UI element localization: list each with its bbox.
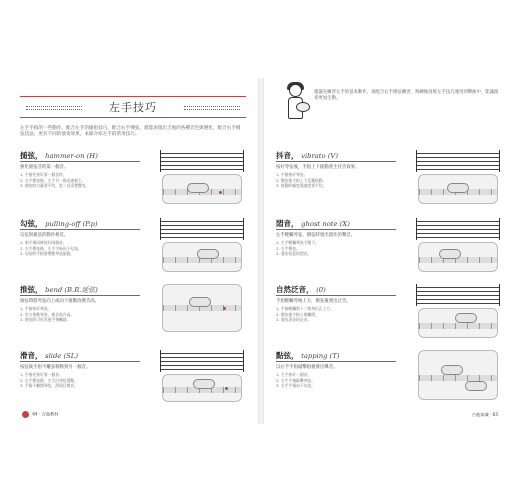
technique-title [276,218,350,229]
technique-title [20,284,98,295]
technique-description: 左手輕觸琴弦，撥弦時發出悶住的聲音。 [276,233,356,238]
technique-description: 以右手手指敲擊指板發出聲音。 [276,365,338,370]
step: 3. 搖動的幅度與速度要平均。 [276,183,327,189]
step: 2. 撥弦後手指立即離開。 [276,311,319,317]
guitarist-illustration-icon [282,84,308,122]
step: 3. 右手手指向下勾弦。 [276,383,316,389]
step: 1. 兩手指同時按好兩個音。 [20,240,67,245]
technique-title-cn: 自然泛音， [276,285,314,294]
step: 2. 右手手指敲擊琴弦。 [276,377,316,383]
page-footer [20,411,58,418]
technique-description: 手指輕觸琴格上方，撥弦後發出泛音。 [276,299,351,304]
technique-title-en: slide (SL) [45,352,78,360]
technique-title-cn: 滑音， [20,351,43,360]
hand-photo [162,284,242,332]
hand-photo [162,374,242,402]
technique-title-cn: 悶音， [276,219,299,228]
technique-steps [20,372,144,389]
technique-steps [20,172,144,189]
technique-title-cn: 搥弦， [20,151,43,160]
technique-title-cn: 抖音， [276,151,299,160]
title-underline [276,361,396,362]
hand-photo [418,242,498,272]
step: 2. 用力推動琴弦，使音高升高。 [20,311,75,317]
tab-staff [160,218,244,240]
step: 1. 手指先按好第一個音符。 [20,172,67,177]
technique-description: 強化搥弦音的第一個音。 [20,165,69,170]
hand-photo [162,174,242,204]
title-underline [276,295,396,296]
tab-staff [416,150,500,172]
title-underline [20,229,140,230]
tab-staff [160,350,244,372]
step: 1. 手指輕觸第十二格琴衍正上方。 [276,306,334,311]
step: 1. 左手按好一個音。 [276,372,312,377]
left-page [14,78,246,424]
page-number: 吉他知識 · 65 [471,412,498,417]
title-underline [276,229,396,230]
step: 1. 手指按好琴弦。 [20,306,52,311]
technique-steps [276,372,400,389]
technique-title-en: tapping (T) [301,352,340,360]
technique-description: 按好琴弦後，手指上下搖動產生抖音效果。 [276,165,360,170]
hand-photo [418,308,498,338]
technique-steps [276,240,400,257]
title-underline [20,295,140,296]
step: 3. 發出清亮的泛音。 [276,317,312,323]
book-gutter [258,78,264,424]
position-marker [219,191,222,194]
step: 3. 搥弦時力量要平均，第二音清楚響亮。 [20,183,90,189]
chapter-intro: 左手手指的一些動作，配合左手的運指技巧，配合右手彈弦，就能表現出吉他的各種音色與變化，配合右手撥弦技法，更有不同的演奏效果，本節介紹左手的常用技巧。 [20,126,241,138]
page-number: 64 · 吉他教材 [32,411,59,417]
technique-title [276,150,338,161]
technique-title [20,218,97,229]
position-marker [225,387,228,390]
technique-description: 勾弦與搥弦的動作相反。 [20,233,69,238]
chapter-title: 左手技巧 [109,101,157,114]
step: 1. 手指按好琴弦。 [276,172,308,177]
hand-photo [418,350,498,400]
step: 3. 勾弦時手指要帶動琴弦振動。 [20,251,75,257]
title-underline [20,161,140,162]
page-footer [472,412,498,418]
technique-title-en: ghost note (X) [301,220,350,228]
hand-photo [162,242,242,272]
technique-title-en: hammer-on (H) [45,152,98,160]
band-ornament-right [184,106,240,110]
technique-title-en: bend (B.R.延弦) [45,286,98,294]
technique-title-en: (0) [316,286,326,294]
technique-steps [276,172,400,189]
step: 2. 右手撥弦後，左手沿琴弦滑動。 [20,377,78,383]
technique-title [20,150,98,161]
technique-steps [276,306,400,323]
technique-title-en: pulling-off (P.p) [45,220,98,228]
title-underline [276,161,396,162]
tip-text: 建議先練習左手的基本動作，再配合右手撥弦練習，熟練後再將左手技巧運用到樂曲中，能讓演奏更加生動。 [314,90,499,102]
tab-staff [160,150,244,172]
step: 1. 手指先按好第一個音。 [20,372,63,377]
technique-title-cn: 點弦， [276,351,299,360]
technique-title [276,350,340,361]
tab-staff [416,284,500,306]
right-page [272,78,504,424]
step: 3. 手指不離開琴弦，滑到目標音。 [20,383,78,389]
step: 3. 發出短促的悶音。 [276,251,312,257]
technique-title-cn: 勾弦， [20,219,43,228]
step: 3. 推弦時可用其他手指輔助。 [20,317,71,323]
logo-icon [22,411,29,418]
step: 2. 撥弦後手指上下反覆搖動。 [276,177,327,183]
technique-title-cn: 推弦， [20,285,43,294]
position-marker [223,307,226,310]
hand-photo [418,174,498,204]
chapter-band [20,96,246,118]
step: 2. 右手撥弦後，左手另一指迅速搥下。 [20,177,86,183]
technique-steps [20,240,144,257]
technique-title-en: vibrato (V) [301,152,338,160]
step: 1. 左手輕觸琴弦不壓下。 [276,240,319,245]
technique-title [20,350,78,361]
technique-description: 推弦時將琴弦向上或向下推動改變音高。 [20,299,100,304]
technique-description: 按弦後手指不離弦移動到另一個音。 [20,365,91,370]
step: 2. 右手撥弦。 [276,245,300,251]
tab-staff [416,218,500,240]
technique-steps [20,306,144,323]
technique-title [276,284,326,295]
step: 2. 右手撥弦後，左手手指向下勾弦。 [20,245,82,251]
title-underline [20,361,140,362]
